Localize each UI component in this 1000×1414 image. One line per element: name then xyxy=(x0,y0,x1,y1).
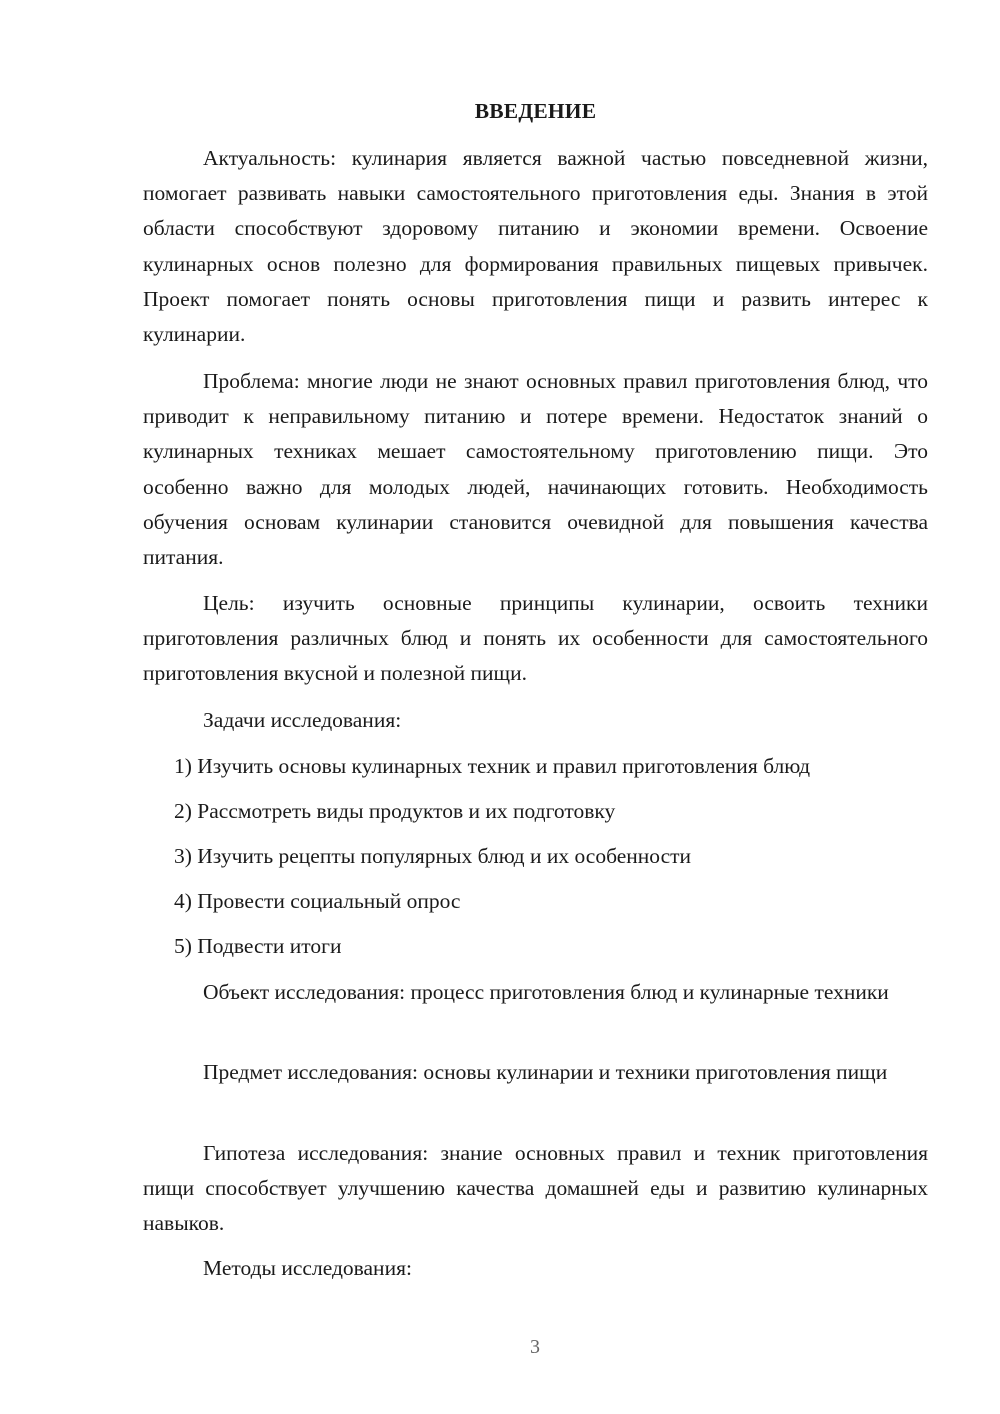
research-subject-paragraph: Предмет исследования: основы кулинарии и техники приготовления пищи xyxy=(203,1060,888,1084)
task-item: 5) Подвести итоги xyxy=(174,934,342,958)
page-title: ВВЕДЕНИЕ xyxy=(474,99,597,123)
page-number: 3 xyxy=(530,1336,540,1358)
task-item: 3) Изучить рецепты популярных блюд и их особенности xyxy=(174,844,692,868)
task-item: 2) Рассмотреть виды продуктов и их подготовку xyxy=(174,799,616,823)
methods-heading: Методы исследования: xyxy=(203,1256,412,1280)
research-object-paragraph: Объект исследования: процесс приготовления блюд и кулинарные техники xyxy=(203,980,889,1004)
task-item: 4) Провести социальный опрос xyxy=(174,889,461,913)
task-item: 1) Изучить основы кулинарных техник и правил приготовления блюд xyxy=(174,754,811,778)
hypothesis-paragraph: Гипотеза исследования: знание основных правил и техник приготовления пищи способствует улучшению качества домашней еды и развитию кулинарных навыков. xyxy=(143,1141,928,1236)
goal-paragraph: Цель: изучить основные принципы кулинарии, освоить техники приготовления различных блюд и понять их особенности для самостоятельного приготовления вкусной и полезной пищи. xyxy=(143,591,928,686)
problem-paragraph: Проблема: многие люди не знают основных правил приготовления блюд, что приводит к неправильному питанию и потере времени. Недостаток знаний о кулинарных техниках мешает самостоятельному приготовлению пищи. Это особенно важно для молодых людей, начинающих готовить. Необходимость обучения основам кулинарии становится очевидной для повышения качества питания. xyxy=(143,369,928,570)
tasks-heading: Задачи исследования: xyxy=(203,708,402,732)
relevance-paragraph: Актуальность: кулинария является важной частью повседневной жизни, помогает развивать навыки самостоятельного приготовления еды. Знания в этой области способствуют здоровому питанию и экономии времени. Освоение кулинарных основ полезно для формирования правильных пищевых привычек. Проект помогает понять основы приготовления пищи и развить интерес к кулинарии. xyxy=(143,146,928,347)
